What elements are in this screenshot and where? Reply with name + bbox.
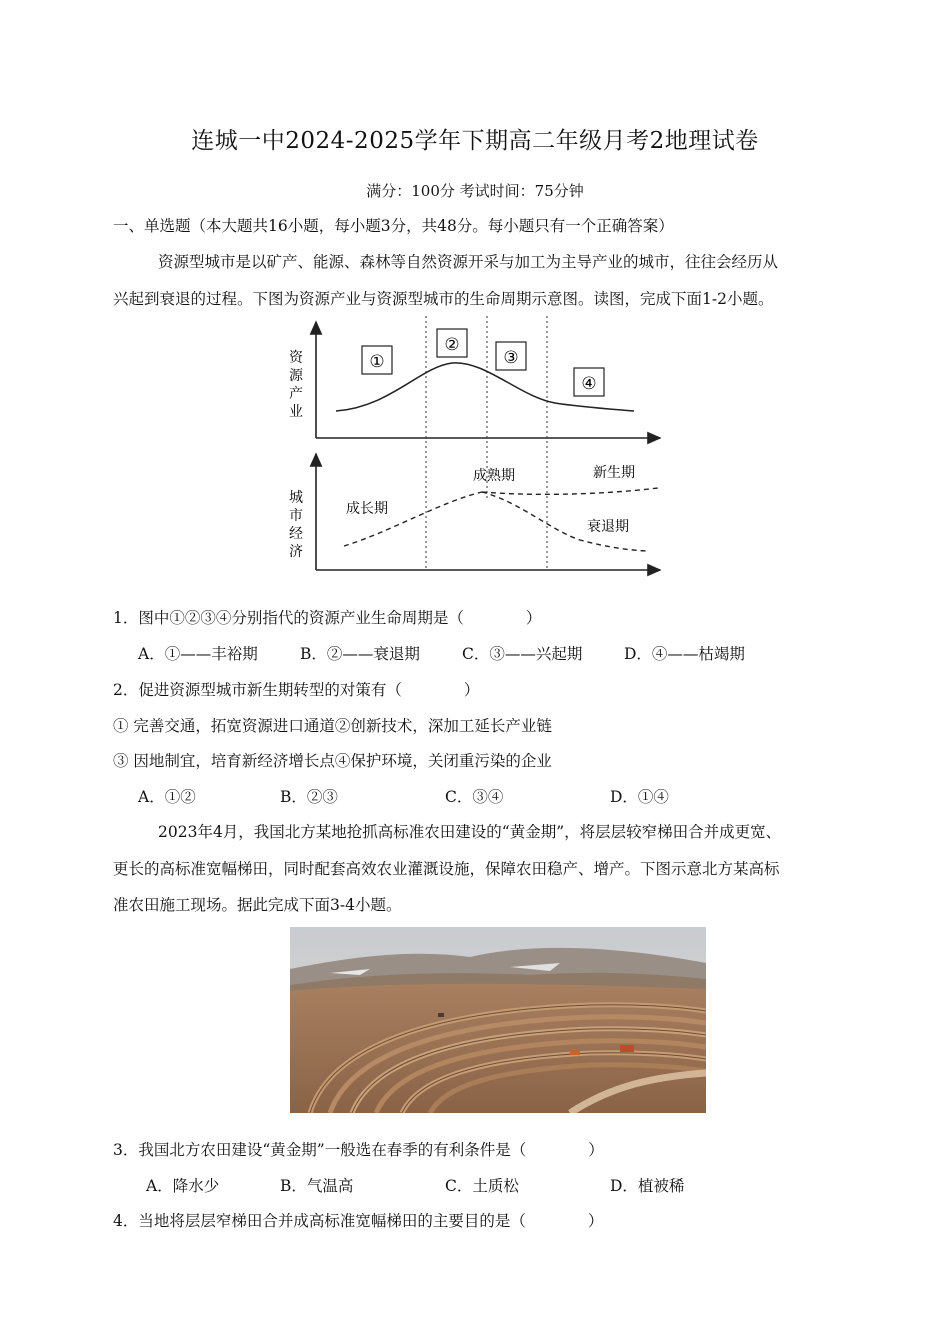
- q1-option-b[interactable]: B．②——衰退期: [300, 645, 420, 663]
- q3-option-b[interactable]: B．气温高: [280, 1177, 354, 1195]
- q2-option-b[interactable]: B．②③: [280, 788, 338, 806]
- q1-stem: 1．图中①②③④分别指代的资源产业生命周期是（ ）: [113, 609, 542, 627]
- bottom-axis-char-1: 城: [289, 490, 303, 506]
- q2-option-d[interactable]: D．①④: [610, 788, 669, 806]
- bottom-axis-char-4: 济: [289, 544, 303, 560]
- top-axis-char-2: 源: [289, 368, 303, 384]
- top-axis-char-4: 业: [289, 404, 303, 420]
- q1-option-c[interactable]: C．③——兴起期: [462, 645, 583, 663]
- section-heading: 一、单选题（本大题共16小题，每小题3分，共48分。每小题只有一个正确答案）: [113, 217, 674, 235]
- page-title: 连城一中2024-2025学年下期高二年级月考2地理试卷: [191, 128, 759, 154]
- new-life-curve: [482, 488, 658, 494]
- q2-choice-line1: ① 完善交通，拓宽资源进口通道②创新技术，深加工延长产业链: [113, 717, 552, 735]
- terrace-photo-svg: [290, 927, 706, 1113]
- q3-option-a[interactable]: A．降水少: [146, 1177, 220, 1195]
- stage-growth: 成长期: [346, 501, 388, 517]
- stage-new: 新生期: [593, 465, 635, 481]
- stage-mature: 成熟期: [473, 468, 515, 484]
- q3-option-c[interactable]: C．土质松: [445, 1177, 519, 1195]
- terrace-farmland-photo: [290, 927, 706, 1113]
- intro2-line2: 更长的高标准宽幅梯田，同时配套高效农业灌溉设施，保障农田稳产、增产。下图示意北方某高标: [113, 860, 780, 878]
- exam-info: 满分：100分 考试时间：75分钟: [366, 182, 584, 200]
- intro2-line3: 准农田施工现场。据此完成下面3-4小题。: [113, 896, 402, 914]
- q1-option-d[interactable]: D．④——枯竭期: [624, 645, 745, 663]
- bottom-axis-char-2: 市: [289, 508, 303, 524]
- q2-stem: 2．促进资源型城市新生期转型的对策有（ ）: [113, 681, 480, 699]
- q2-option-c[interactable]: C．③④: [445, 788, 504, 806]
- life-cycle-svg: [280, 312, 670, 584]
- q4-stem: 4．当地将层层窄梯田合并成高标准宽幅梯田的主要目的是（ ）: [113, 1212, 604, 1230]
- box-3-label: ③: [503, 348, 519, 368]
- intro2-line1: 2023年4月，我国北方某地抢抓高标准农田建设的“黄金期”，将层层较窄梯田合并成更宽、: [158, 823, 782, 841]
- box-1-label: ①: [369, 352, 385, 372]
- box-4-label: ④: [581, 374, 597, 394]
- bottom-axis-char-3: 经: [289, 526, 303, 542]
- top-axis-char-1: 资: [289, 350, 303, 366]
- life-cycle-diagram: [280, 312, 670, 584]
- q2-choice-line2: ③ 因地制宜，培育新经济增长点④保护环境，关闭重污染的企业: [113, 752, 552, 770]
- intro1-line2: 兴起到衰退的过程。下图为资源产业与资源型城市的生命周期示意图。读图，完成下面1-2小题。: [113, 290, 774, 308]
- q3-stem: 3．我国北方农田建设“黄金期”一般选在春季的有利条件是（ ）: [113, 1141, 604, 1159]
- q1-option-a[interactable]: A．①——丰裕期: [138, 645, 258, 663]
- intro1-line1: 资源型城市是以矿产、能源、森林等自然资源开采与加工为主导产业的城市，往往会经历从: [158, 253, 779, 271]
- top-axis-char-3: 产: [289, 386, 303, 402]
- q3-option-d[interactable]: D．植被稀: [610, 1177, 685, 1195]
- box-2-label: ②: [444, 335, 460, 355]
- stage-decline: 衰退期: [587, 519, 629, 535]
- q2-option-a[interactable]: A．①②: [138, 788, 196, 806]
